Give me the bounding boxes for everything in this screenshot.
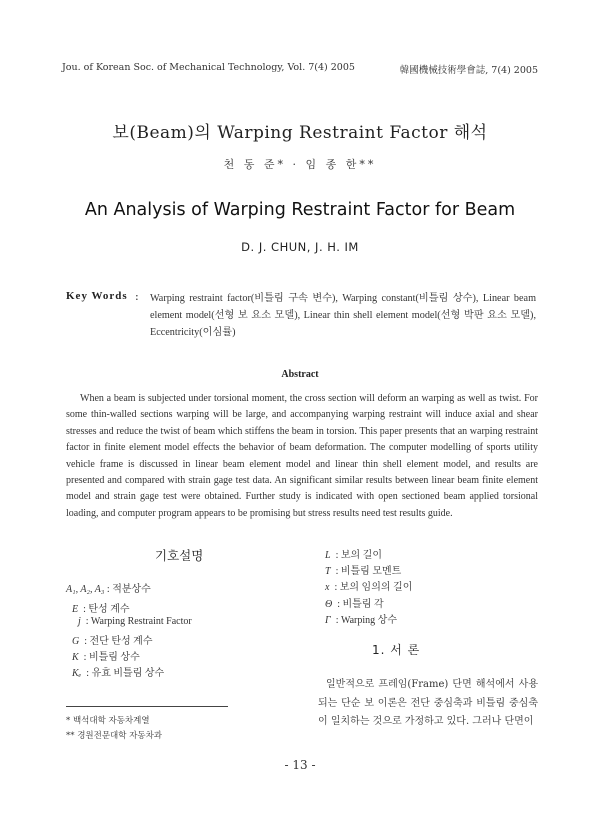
symbol-description: 탄성 계수 — [88, 604, 130, 615]
symbol: Γ — [325, 615, 331, 626]
symbol-description: 비틀림 상수 — [88, 652, 140, 663]
symbol: Kₑ — [72, 668, 82, 679]
symbol-entry — [78, 616, 192, 627]
symbol-entry — [72, 648, 140, 663]
symbol: G — [72, 636, 80, 647]
abstract-heading: Abstract — [281, 369, 319, 380]
authors-english: D. J. CHUN, J. H. IM — [241, 240, 359, 254]
abstract-body: When a beam is subjected under torsional moment, the cross section will deform an warping as well as twist. For some thin-walled sections warping will be large, and accompanying warping restraint will induce axial and shear stresses and reduce the twist of beam which stiffens the beam in torsion. This paper presents that an warping restraint factor in finite element model effects the behavior of beam deformation. The computer modelling of sports utility vehicle frame is discussed in linear beam element model and linear thin shell element model, and results are presented and compared with strain gage test data. An significant similar results between linear beam finite element model and strain gage test were obtained. Further study is indicated with open sectioned beam applied torsional loading, and computer program appears to be promising but stress results need test results guide. — [66, 393, 538, 519]
symbol-separator: : — [83, 652, 87, 663]
symbol-separator: : — [85, 616, 89, 627]
footnote-divider — [66, 706, 228, 707]
symbol-entry — [325, 562, 401, 577]
symbol-separator: : — [335, 566, 339, 577]
paper-title-english: An Analysis of Warping Restraint Factor for Beam — [84, 200, 516, 220]
journal-header-en: Jou. of Korean Soc. of Mechanical Technology, Vol. 7(4) 2005 — [62, 62, 355, 73]
page-number: - 13 - — [284, 758, 316, 772]
symbol: L — [325, 550, 331, 561]
symbol-description: 보의 임의의 길이 — [339, 582, 413, 593]
authors-korean: 천 동 준* · 임 종 한** — [223, 158, 377, 171]
symbols-heading: 기호설명 — [155, 548, 204, 563]
footnote-affiliation-2: ** 경원전문대학 자동차과 — [66, 731, 163, 741]
keywords-text: Warping restraint factor(비틀림 구속 변수), Warping constant(비틀림 상수), Linear beam element model(선형 보 요소 모델), Linear thin shell element model(선형 박판 요소 모델), Eccentricity(이심률) — [150, 293, 536, 338]
symbol-description: 비틀림 각 — [342, 599, 384, 610]
symbol-separator: : — [334, 582, 338, 593]
symbol-separator: : — [86, 668, 90, 679]
paper-title-korean: 보(Beam)의 Warping Restraint Factor 해석 — [112, 123, 488, 143]
symbol-entry — [325, 595, 384, 610]
symbol-description: 유효 비틀림 상수 — [91, 668, 165, 679]
symbol-separator: : — [83, 604, 86, 615]
symbol: K — [72, 652, 79, 663]
symbol: T — [325, 566, 331, 577]
symbol-description: 보의 길이 — [340, 550, 382, 561]
introduction-body: 일반적으로 프레임(Frame) 단면 해석에서 사용되는 단순 보 이론은 전단 중심축과 비틀림 중심축이 일치하는 것으로 가정하고 있다. 그러나 단면이 — [318, 679, 538, 727]
symbol-entry — [325, 611, 397, 626]
symbol-entry — [325, 578, 412, 593]
symbol: x — [325, 582, 330, 593]
keywords-label: Key Words — [66, 290, 128, 302]
symbol: Θ — [325, 599, 333, 610]
symbol-separator: : — [335, 550, 339, 561]
symbol: j — [78, 616, 81, 627]
symbol-entry — [72, 600, 130, 615]
symbol-entry — [72, 632, 152, 647]
symbol-description: Warping Restraint Factor — [90, 616, 192, 627]
symbol-separator: : — [84, 636, 88, 647]
symbol-separator: : — [106, 584, 110, 595]
symbol-description: 적분상수 — [112, 584, 151, 595]
symbol: A₁, A₂, A₃ — [66, 584, 105, 595]
symbol-separator: : — [337, 599, 341, 610]
keywords-colon: : — [135, 290, 139, 303]
footnote-affiliation-1: * 백석대학 자동차계열 — [66, 716, 150, 726]
symbol-description: Warping 상수 — [340, 615, 397, 626]
symbol-description: 비틀림 모멘트 — [340, 566, 402, 577]
section-heading-introduction: 1. 서 론 — [372, 643, 421, 657]
symbol-description: 전단 탄성 계수 — [89, 636, 153, 647]
symbol-entry — [72, 664, 164, 679]
symbol-entry — [66, 580, 151, 595]
symbol-entry — [325, 546, 382, 561]
symbol-separator: : — [335, 615, 339, 626]
symbol: E — [72, 604, 79, 615]
journal-header-ko: 韓國機械技術學會誌, 7(4) 2005 — [399, 65, 538, 76]
